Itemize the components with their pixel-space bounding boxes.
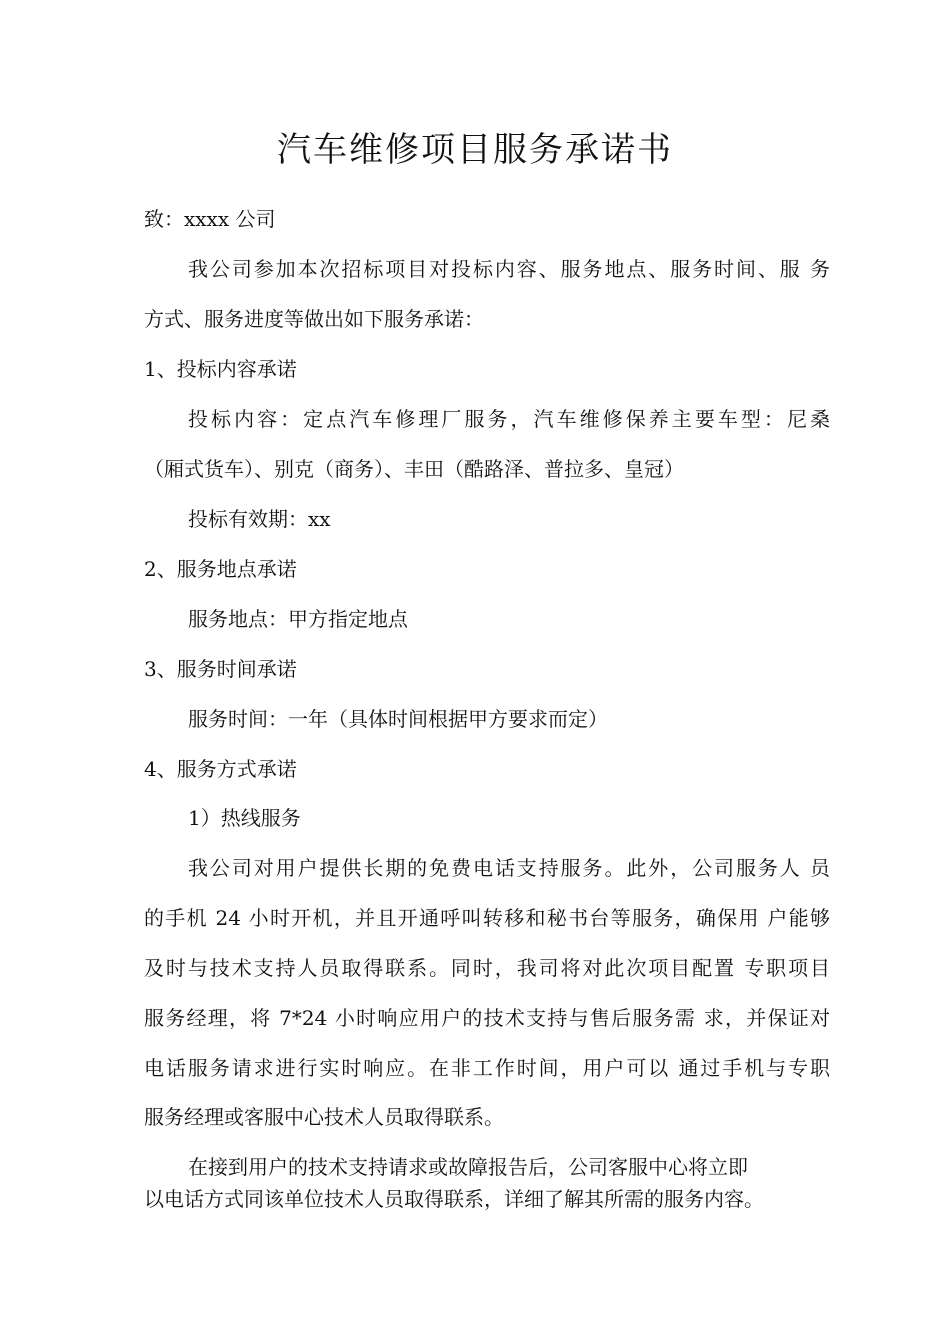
paragraph-line: 我公司对用户提供长期的免费电话支持服务。此外，公司服务人 员: [188, 856, 830, 880]
paragraph-line: 在接到用户的技术支持请求或故障报告后，公司客服中心将立即: [188, 1155, 748, 1179]
paragraph-line: 以电话方式同该单位技术人员取得联系，详细了解其所需的服务内容。: [144, 1187, 764, 1211]
section-heading: 2、服务地点承诺: [144, 557, 297, 581]
section-heading: 4、服务方式承诺: [144, 757, 297, 781]
paragraph-line: 我公司参加本次招标项目对投标内容、服务地点、服务时间、服 务: [188, 257, 830, 281]
paragraph-line: 方式、服务进度等做出如下服务承诺：: [144, 307, 484, 331]
document-title: 汽车维修项目服务承诺书: [277, 130, 673, 170]
paragraph-line: 服务地点：甲方指定地点: [188, 607, 408, 631]
paragraph-line: （厢式货车）、别克（商务）、丰田（酷路泽、普拉多、皇冠）: [144, 457, 684, 481]
paragraph-line: 及时与技术支持人员取得联系。同时，我司将对此次项目配置 专职项目: [144, 956, 830, 980]
section-heading: 3、服务时间承诺: [144, 657, 297, 681]
addressee-line: 致：xxxx 公司: [144, 207, 276, 231]
section-heading: 1、投标内容承诺: [144, 357, 297, 381]
paragraph-line: 电话服务请求进行实时响应。在非工作时间，用户可以 通过手机与专职: [144, 1056, 830, 1080]
paragraph-line: 服务经理，将 7*24 小时响应用户的技术支持与售后服务需 求，并保证对: [144, 1006, 830, 1030]
paragraph-line: 投标有效期：xx: [188, 507, 331, 531]
paragraph-line: 的手机 24 小时开机，并且开通呼叫转移和秘书台等服务，确保用 户能够: [144, 906, 830, 930]
paragraph-line: 服务经理或客服中心技术人员取得联系。: [144, 1105, 504, 1129]
subsection-heading: 1）热线服务: [188, 806, 301, 830]
paragraph-line: 投标内容：定点汽车修理厂服务，汽车维修保养主要车型：尼桑: [188, 407, 830, 431]
paragraph-line: 服务时间：一年（具体时间根据甲方要求而定）: [188, 707, 608, 731]
